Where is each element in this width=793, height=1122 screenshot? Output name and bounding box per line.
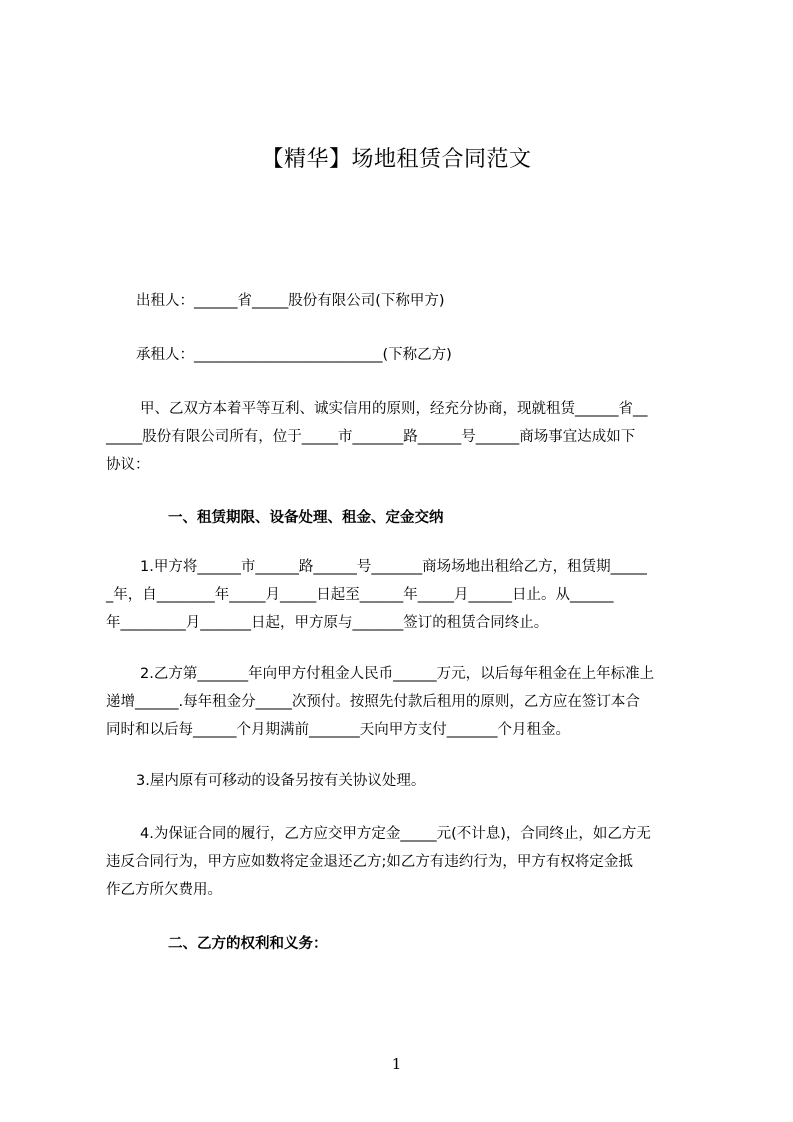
intro-line-2: _____股份有限公司所有，位于_____市_______路______号______商场事宜达成如下 <box>106 429 636 445</box>
clause-3-line-1: 3.屋内原有可移动的设备另按有关协议处理。 <box>136 773 426 789</box>
clause-1-line-1: 1.甲方将______市______路______号_______商场场地出租给乙方，租赁期_____ <box>140 559 647 575</box>
clause-2-line-2: 递增______.每年租金分_____次预付。按照先付款后租用的原则，乙方应在签订本合 <box>106 694 640 710</box>
clause-2-line-1: 2.乙方第_______年向甲方付租金人民币______万元，以后每年租金在上年标准上 <box>140 666 655 682</box>
intro-line-3: 协议： <box>106 457 150 473</box>
clause-4-line-2: 违反合同行为，甲方应如数将定金退还乙方;如乙方有违约行为，甲方有权将定金抵 <box>106 854 633 870</box>
clause-1-line-3: 年_________月_______日起，甲方原与_______签订的租赁合同终止。 <box>106 615 549 631</box>
section-2-heading: 二、乙方的权利和义务： <box>168 936 328 952</box>
lessor-line: 出租人：______省_____股份有限公司(下称甲方) <box>136 293 445 309</box>
section-1-heading: 一、租赁期限、设备处理、租金、定金交纳 <box>168 510 444 526</box>
clause-1-line-2: _年，自________年_____月_____日起至______年_____月______日止。从______ <box>106 587 614 603</box>
lessee-line: 承租人：__________________________(下称乙方) <box>136 347 452 363</box>
document-title: 【精华】场地租赁合同范文 <box>261 147 532 172</box>
clause-4-line-3: 作乙方所欠费用。 <box>106 882 222 898</box>
intro-line-1: 甲、乙双方本着平等互利、诚实信用的原则，经充分协商，现就租赁______省__ <box>140 401 648 417</box>
clause-4-line-1: 4.为保证合同的履行，乙方应交甲方定金_____元(不计息)，合同终止，如乙方无 <box>140 826 651 842</box>
clause-2-line-3: 同时和以后每______个月期满前_______天向甲方支付_______个月租金。 <box>106 722 570 738</box>
page-number: 1 <box>391 1055 402 1073</box>
